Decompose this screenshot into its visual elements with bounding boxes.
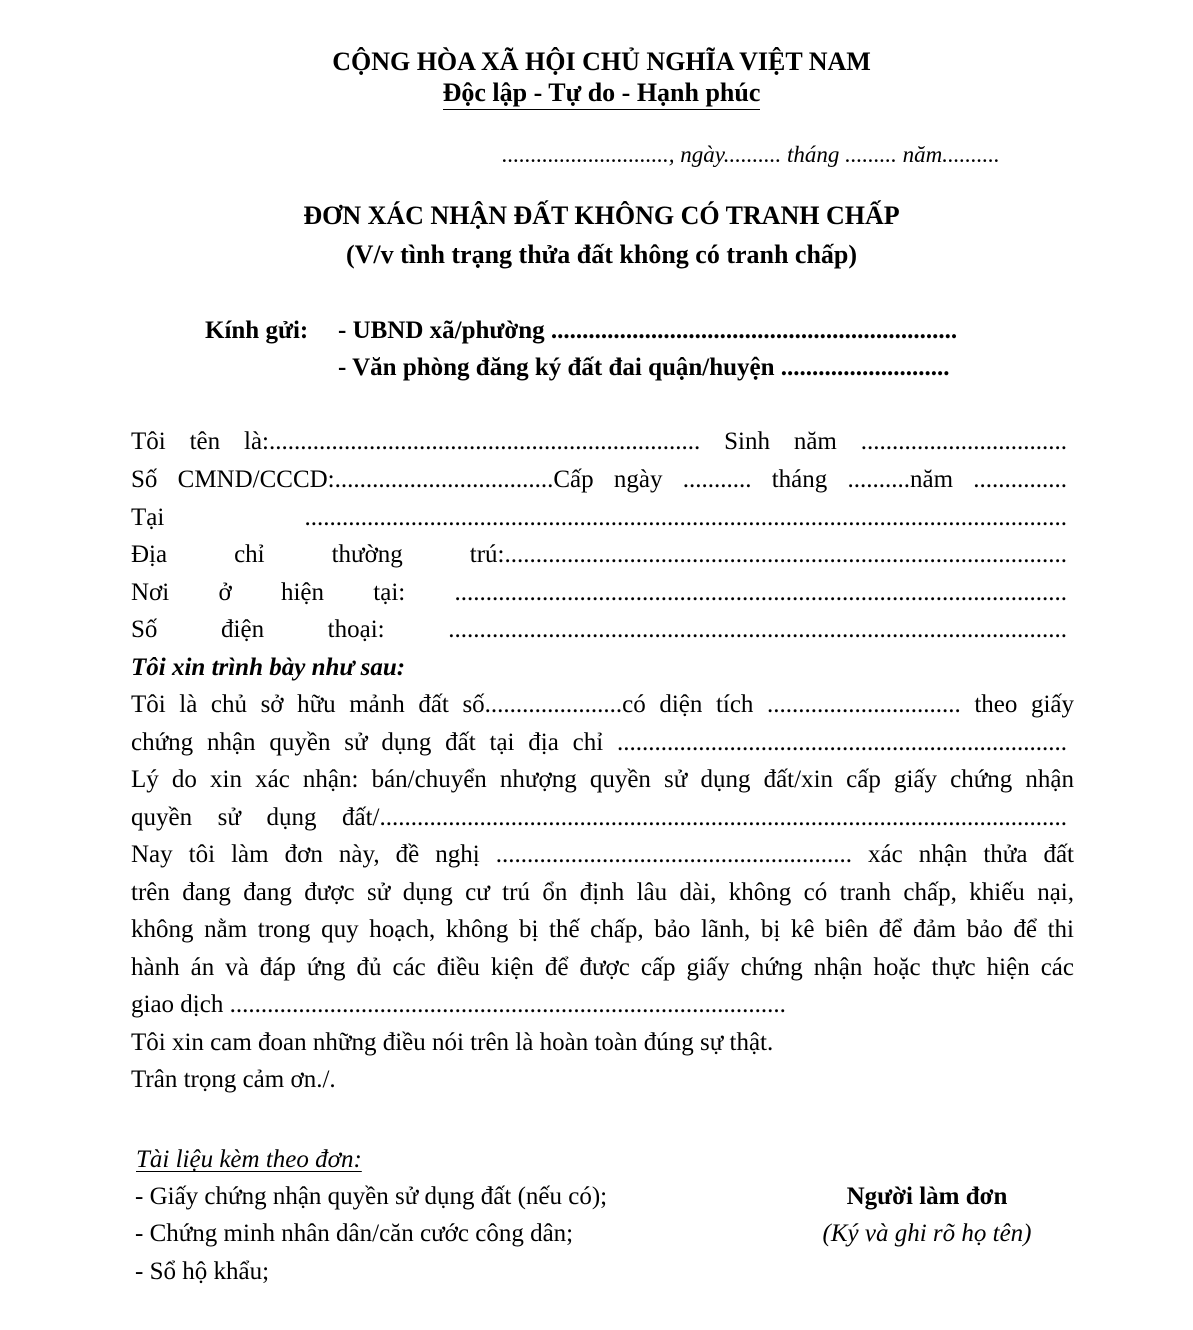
form-subtitle: (V/v tình trạng thửa đất không có tranh chấp) <box>345 240 858 269</box>
attachment-item: - Chứng minh nhân dân/căn cước công dân; <box>135 1220 574 1247</box>
recipient-land-office: - Văn phòng đăng ký đất đai quận/huyện ........................... <box>338 354 950 381</box>
form-title: ĐƠN XÁC NHẬN ĐẤT KHÔNG CÓ TRANH CHẤP <box>303 201 900 230</box>
recipient-label: Kính gửi: <box>205 317 309 344</box>
body-p1-line1: Tôi là chủ sở hữu mảnh đất số......................có diện tích ............................... theo giấy <box>131 691 1074 718</box>
body-p1-line2: chứng nhận quyền sử dụng đất tại địa chỉ ........................................................................ <box>131 729 1067 756</box>
motto-wrapper <box>0 78 1193 109</box>
body-p2-line2: quyền sử dụng đất/.............................................................................................................. <box>131 804 1067 831</box>
national-motto: Độc lập - Tự do - Hạnh phúc <box>443 78 761 110</box>
national-title: CỘNG HÒA XÃ HỘI CHỦ NGHĨA VIỆT NAM <box>332 47 871 76</box>
body-p3-line4: hành án và đáp ứng đủ các điều kiện để được cấp giấy chứng nhận hoặc thực hiện các <box>131 954 1074 981</box>
current-address-field: Nơi ở hiện tại: .................................................................................................. <box>131 579 1067 606</box>
body-p2-line1: Lý do xin xác nhận: bán/chuyển nhượng quyền sử dụng đất/xin cấp giấy chứng nhận <box>131 766 1074 793</box>
date-line: ............................., ngày.......... tháng ......... năm.......... <box>502 142 1000 167</box>
body-p3-line5: giao dịch ......................................................................................... <box>131 991 786 1018</box>
id-field: Số CMND/CCCD:...................................Cấp ngày ........... tháng ..........năm ............... <box>131 466 1067 493</box>
section-heading: Tôi xin trình bày như sau: <box>131 654 406 681</box>
recipient-commune: - UBND xã/phường ................................................................. <box>338 317 958 344</box>
attachments-heading: Tài liệu kèm theo đơn: <box>136 1146 362 1173</box>
attachment-item: - Sổ hộ khẩu; <box>135 1258 270 1285</box>
permanent-address-field: Địa chỉ thường trú:.......................................................................................... <box>131 541 1067 568</box>
closing-text: Trân trọng cảm ơn./. <box>131 1066 336 1093</box>
attachment-item: - Giấy chứng nhận quyền sử dụng đất (nếu có); <box>135 1183 608 1210</box>
name-field: Tôi tên là:..................................................................... Sinh năm ................................. <box>131 428 1067 455</box>
body-p3-line2: trên đang đang được sử dụng cư trú ổn định lâu dài, không có tranh chấp, khiếu nại, <box>131 879 1074 906</box>
phone-field: Số điện thoại: ................................................................................................... <box>131 616 1067 643</box>
body-p3-line3: không nằm trong quy hoạch, không bị thế chấp, bảo lãnh, bị kê biên để đảm bảo để thi <box>131 916 1074 943</box>
body-p3-line1: Nay tôi làm đơn này, đề nghị ......................................................... xác nhận thửa đất <box>131 841 1074 868</box>
signature-title: Người làm đơn <box>846 1183 1008 1210</box>
signature-note: (Ký và ghi rõ họ tên) <box>822 1220 1032 1247</box>
place-field: Tại .......................................................................................................................... <box>131 504 1067 531</box>
commitment-text: Tôi xin cam đoan những điều nói trên là hoàn toàn đúng sự thật. <box>131 1029 774 1056</box>
